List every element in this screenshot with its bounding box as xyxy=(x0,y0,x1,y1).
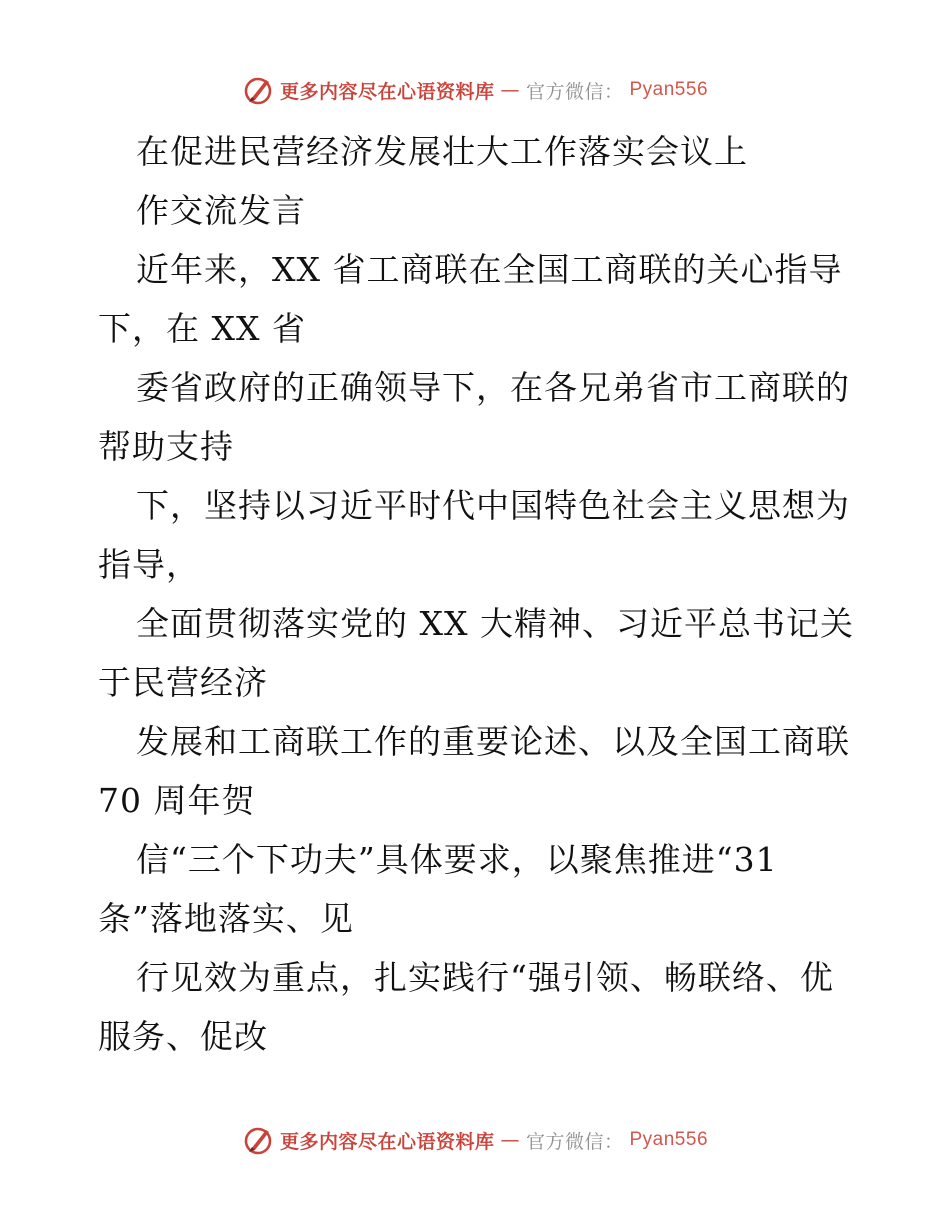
header-watermark-banner xyxy=(0,72,950,108)
banner-wechat-id: Pyan556 xyxy=(629,1129,709,1150)
document-line: 70 周年贺 xyxy=(98,781,256,820)
document-line: 委省政府的正确领导下，在各兄弟省市工商联的 xyxy=(136,368,850,407)
banner-wechat-label: 官方微信： xyxy=(525,80,624,103)
document-line: 服务、促改 xyxy=(98,1017,268,1056)
banner-wechat-label: 官方微信： xyxy=(525,1130,624,1153)
document-line: 下，在 XX 省 xyxy=(98,309,306,348)
document-line: 帮助支持 xyxy=(98,427,234,466)
document-line: 近年来，XX 省工商联在全国工商联的关心指导 xyxy=(136,250,843,289)
banner-dash: — xyxy=(500,79,520,101)
quill-pen-logo-icon xyxy=(242,74,274,106)
document-line: 发展和工商联工作的重要论述、以及全国工商联 xyxy=(136,722,850,761)
document-line: 指导， xyxy=(98,545,200,584)
document-body xyxy=(98,122,898,1066)
footer-watermark-banner xyxy=(0,1122,950,1158)
banner-wechat-id: Pyan556 xyxy=(629,79,709,100)
banner-main-text: 更多内容尽在心语资料库 xyxy=(279,80,495,103)
quill-pen-logo-icon xyxy=(242,1124,274,1156)
document-line: 于民营经济 xyxy=(98,663,268,702)
document-line: 条”落地落实、见 xyxy=(98,899,354,938)
document-line: 全面贯彻落实党的 XX 大精神、习近平总书记关 xyxy=(136,604,854,643)
document-line: 在促进民营经济发展壮大工作落实会议上 xyxy=(136,132,748,171)
document-line: 信“三个下功夫”具体要求，以聚焦推进“31 xyxy=(136,840,778,879)
document-line: 作交流发言 xyxy=(136,191,306,230)
document-line: 下，坚持以习近平时代中国特色社会主义思想为 xyxy=(136,486,850,525)
document-line: 行见效为重点，扎实践行“强引领、畅联络、优 xyxy=(136,958,834,997)
banner-dash: — xyxy=(500,1129,520,1151)
banner-main-text: 更多内容尽在心语资料库 xyxy=(279,1130,495,1153)
